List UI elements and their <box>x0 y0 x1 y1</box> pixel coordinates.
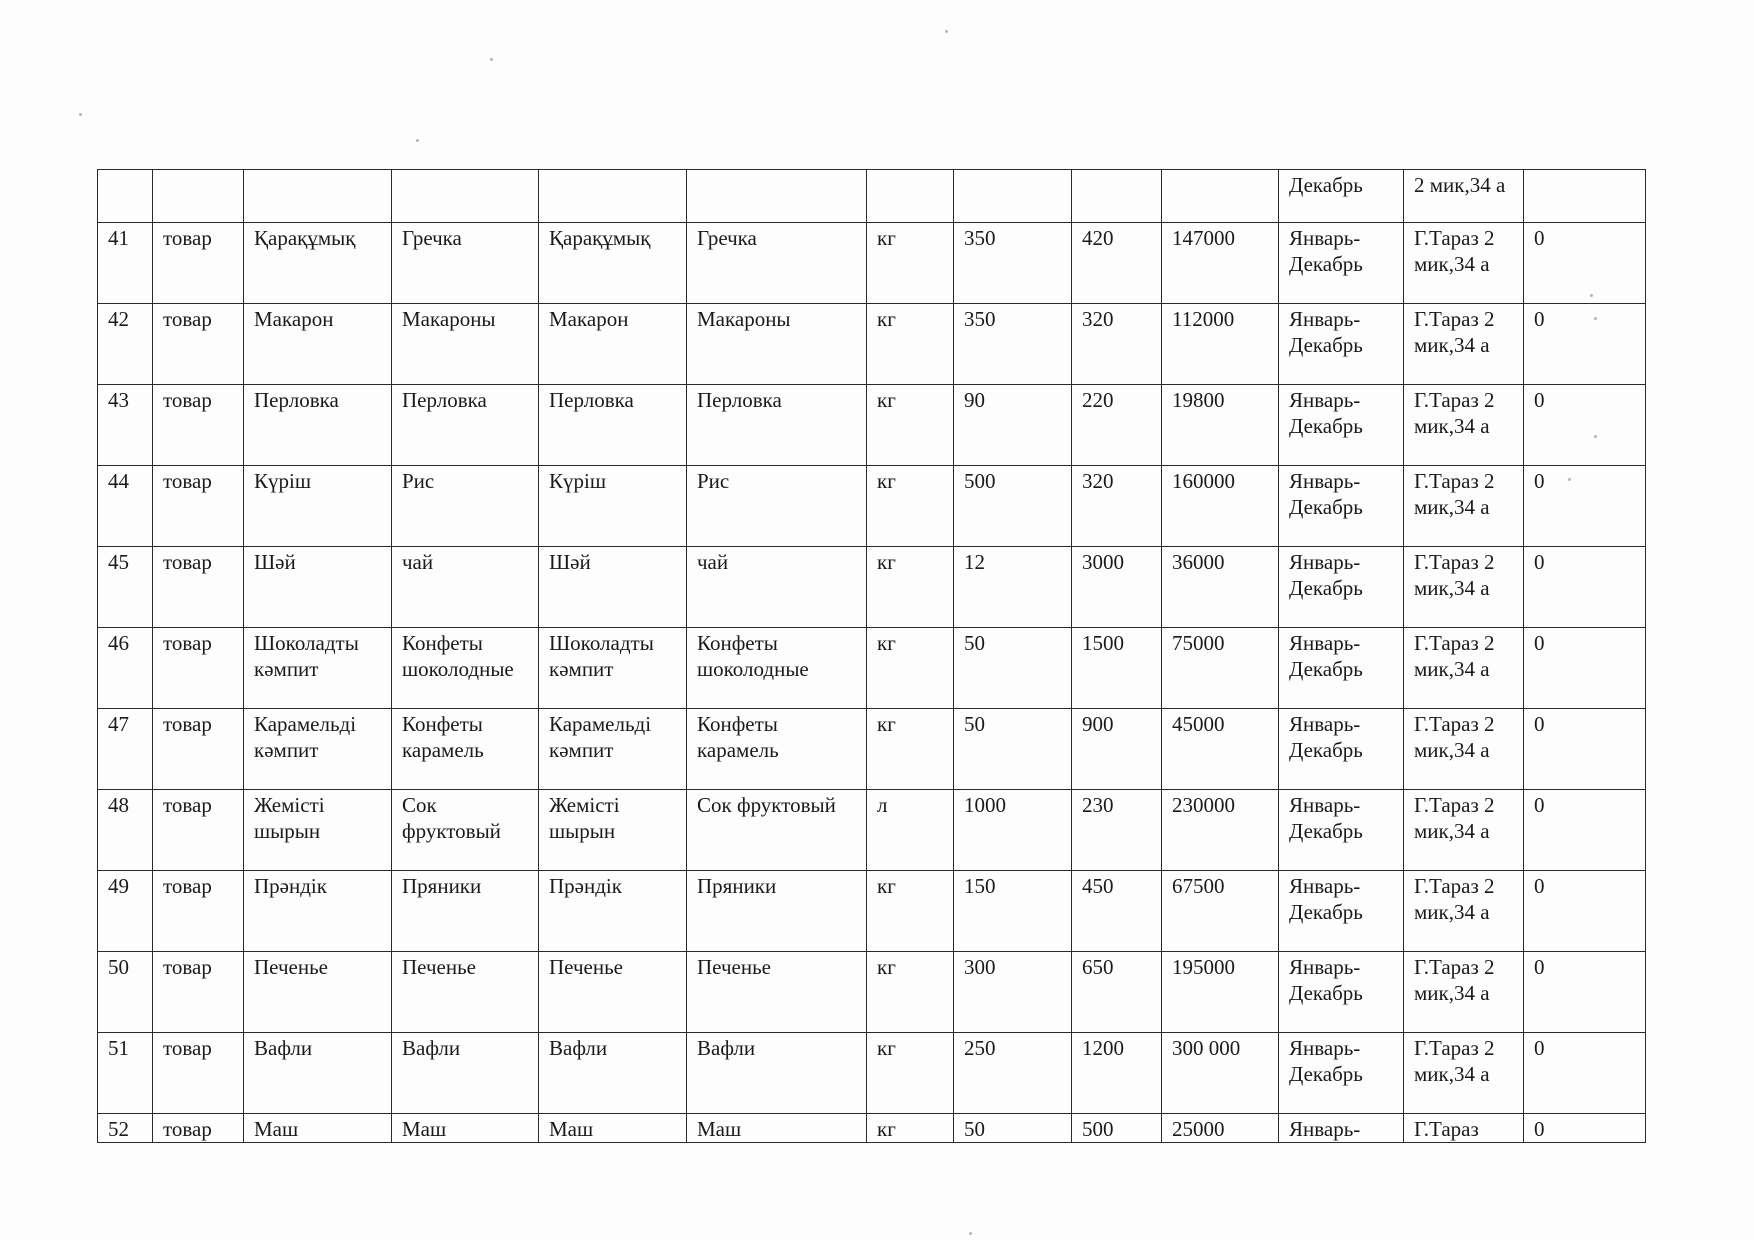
cell-price: 500 <box>1072 1114 1162 1143</box>
cell-period: Январь-Декабрь <box>1279 385 1404 466</box>
table-row <box>98 871 1646 952</box>
cell-type: товар <box>153 709 244 790</box>
cell-qty: 50 <box>954 628 1072 709</box>
cell-spec-ru: Пряники <box>687 871 867 952</box>
cell-unit: кг <box>867 547 954 628</box>
cell-spec-ru: Сок фруктовый <box>687 790 867 871</box>
cell-num: 47 <box>98 709 153 790</box>
cell-place: Г.Тараз 2 мик,34 а <box>1404 709 1524 790</box>
cell-unit: кг <box>867 223 954 304</box>
cell-price: 900 <box>1072 709 1162 790</box>
cell-price: 1200 <box>1072 1033 1162 1114</box>
cell-name-ru: Гречка <box>392 223 539 304</box>
cell-spec-ru <box>687 170 867 223</box>
cell-name-ru: Перловка <box>392 385 539 466</box>
cell-type: товар <box>153 466 244 547</box>
cell-name-ru: Макароны <box>392 304 539 385</box>
cell-price: 320 <box>1072 466 1162 547</box>
scan-speck <box>79 113 82 116</box>
cell-type: товар <box>153 385 244 466</box>
cell-sum: 300 000 <box>1162 1033 1279 1114</box>
cell-unit: кг <box>867 871 954 952</box>
cell-unit: кг <box>867 628 954 709</box>
table-body <box>98 170 1646 1143</box>
cell-qty: 350 <box>954 223 1072 304</box>
cell-place: Г.Тараз 2 мик,34 а <box>1404 466 1524 547</box>
cell-name-kz: Күріш <box>244 466 392 547</box>
cell-spec-ru: Конфеты карамель <box>687 709 867 790</box>
cell-unit: кг <box>867 466 954 547</box>
cell-advance: 0 <box>1524 1033 1646 1114</box>
cell-num: 43 <box>98 385 153 466</box>
cell-sum: 19800 <box>1162 385 1279 466</box>
cell-num: 44 <box>98 466 153 547</box>
cell-unit <box>867 170 954 223</box>
cell-period: Январь-Декабрь <box>1279 466 1404 547</box>
cell-name-kz: Жемісті шырын <box>244 790 392 871</box>
cell-sum: 25000 <box>1162 1114 1279 1143</box>
cell-type: товар <box>153 1033 244 1114</box>
cell-qty: 500 <box>954 466 1072 547</box>
scan-speck <box>490 58 493 61</box>
table-row <box>98 1114 1646 1143</box>
cell-spec-kz: Перловка <box>539 385 687 466</box>
cell-name-kz: Шоколадты кәмпит <box>244 628 392 709</box>
cell-price: 230 <box>1072 790 1162 871</box>
cell-period: Январь-Декабрь <box>1279 709 1404 790</box>
cell-num: 49 <box>98 871 153 952</box>
cell-sum: 75000 <box>1162 628 1279 709</box>
cell-num: 52 <box>98 1114 153 1143</box>
cell-qty: 50 <box>954 709 1072 790</box>
cell-place: Г.Тараз 2 мик,34 а <box>1404 1033 1524 1114</box>
cell-spec-kz: Шоколадты кәмпит <box>539 628 687 709</box>
cell-spec-kz: Печенье <box>539 952 687 1033</box>
cell-advance: 0 <box>1524 304 1646 385</box>
cell-sum <box>1162 170 1279 223</box>
cell-type <box>153 170 244 223</box>
cell-spec-ru: Рис <box>687 466 867 547</box>
cell-price: 650 <box>1072 952 1162 1033</box>
cell-spec-kz: Шәй <box>539 547 687 628</box>
cell-spec-kz: Прәндік <box>539 871 687 952</box>
cell-name-ru: Вафли <box>392 1033 539 1114</box>
cell-spec-ru: Макароны <box>687 304 867 385</box>
cell-price: 220 <box>1072 385 1162 466</box>
cell-unit: кг <box>867 1033 954 1114</box>
cell-place: Г.Тараз 2 мик,34 а <box>1404 304 1524 385</box>
cell-num: 50 <box>98 952 153 1033</box>
cell-sum: 230000 <box>1162 790 1279 871</box>
cell-name-ru: Печенье <box>392 952 539 1033</box>
cell-spec-ru: Перловка <box>687 385 867 466</box>
cell-period: Декабрь <box>1279 170 1404 223</box>
cell-unit: кг <box>867 952 954 1033</box>
cell-advance: 0 <box>1524 223 1646 304</box>
scan-speck <box>969 1232 972 1235</box>
cell-name-ru: Пряники <box>392 871 539 952</box>
cell-period: Январь-Декабрь <box>1279 871 1404 952</box>
cell-advance: 0 <box>1524 871 1646 952</box>
table-row <box>98 547 1646 628</box>
scan-speck <box>945 30 948 33</box>
cell-sum: 36000 <box>1162 547 1279 628</box>
cell-place: Г.Тараз 2 мик,34 а <box>1404 871 1524 952</box>
cell-spec-kz <box>539 170 687 223</box>
cell-period: Январь-Декабрь <box>1279 1033 1404 1114</box>
cell-place: 2 мик,34 а <box>1404 170 1524 223</box>
cell-advance: 0 <box>1524 466 1646 547</box>
procurement-table <box>97 169 1646 1143</box>
cell-name-kz: Вафли <box>244 1033 392 1114</box>
cell-place: Г.Тараз 2 мик,34 а <box>1404 790 1524 871</box>
cell-name-kz: Прәндік <box>244 871 392 952</box>
cell-num: 42 <box>98 304 153 385</box>
cell-advance: 0 <box>1524 790 1646 871</box>
cell-name-ru: Конфеты шоколодные <box>392 628 539 709</box>
cell-price <box>1072 170 1162 223</box>
cell-spec-kz: Карамельді кәмпит <box>539 709 687 790</box>
cell-name-ru: Рис <box>392 466 539 547</box>
table-row <box>98 790 1646 871</box>
cell-spec-kz: Макарон <box>539 304 687 385</box>
cell-period: Январь-Декабрь <box>1279 223 1404 304</box>
cell-type: товар <box>153 547 244 628</box>
cell-name-ru: Маш <box>392 1114 539 1143</box>
table-row <box>98 385 1646 466</box>
cell-place: Г.Тараз 2 мик,34 а <box>1404 385 1524 466</box>
cell-period: Январь-Декабрь <box>1279 790 1404 871</box>
cell-type: товар <box>153 304 244 385</box>
cell-spec-kz: Жемісті шырын <box>539 790 687 871</box>
cell-place: Г.Тараз 2 мик,34 а <box>1404 547 1524 628</box>
cell-advance: 0 <box>1524 709 1646 790</box>
cell-price: 320 <box>1072 304 1162 385</box>
cell-sum: 195000 <box>1162 952 1279 1033</box>
cell-unit: кг <box>867 385 954 466</box>
cell-unit: л <box>867 790 954 871</box>
cell-qty: 50 <box>954 1114 1072 1143</box>
cell-period: Январь-Декабрь <box>1279 304 1404 385</box>
cell-spec-kz: Вафли <box>539 1033 687 1114</box>
cell-num <box>98 170 153 223</box>
cell-num: 41 <box>98 223 153 304</box>
cell-qty: 350 <box>954 304 1072 385</box>
cell-sum: 112000 <box>1162 304 1279 385</box>
cell-place: Г.Тараз 2 мик,34 а <box>1404 223 1524 304</box>
cell-unit: кг <box>867 304 954 385</box>
table-row <box>98 223 1646 304</box>
cell-advance: 0 <box>1524 952 1646 1033</box>
cell-type: товар <box>153 871 244 952</box>
cell-qty: 90 <box>954 385 1072 466</box>
cell-price: 450 <box>1072 871 1162 952</box>
cell-unit: кг <box>867 709 954 790</box>
cell-qty: 150 <box>954 871 1072 952</box>
cell-qty <box>954 170 1072 223</box>
cell-place: Г.Тараз <box>1404 1114 1524 1143</box>
cell-spec-kz: Маш <box>539 1114 687 1143</box>
table-row <box>98 170 1646 223</box>
cell-unit: кг <box>867 1114 954 1143</box>
cell-spec-kz: Қарақұмық <box>539 223 687 304</box>
cell-spec-ru: Маш <box>687 1114 867 1143</box>
cell-period: Январь-Декабрь <box>1279 547 1404 628</box>
cell-advance: 0 <box>1524 1114 1646 1143</box>
cell-qty: 250 <box>954 1033 1072 1114</box>
cell-type: товар <box>153 790 244 871</box>
cell-name-kz: Карамельді кәмпит <box>244 709 392 790</box>
cell-type: товар <box>153 628 244 709</box>
cell-num: 48 <box>98 790 153 871</box>
cell-qty: 1000 <box>954 790 1072 871</box>
cell-advance: 0 <box>1524 547 1646 628</box>
cell-name-kz: Печенье <box>244 952 392 1033</box>
cell-price: 3000 <box>1072 547 1162 628</box>
cell-spec-ru: Вафли <box>687 1033 867 1114</box>
cell-name-kz: Шәй <box>244 547 392 628</box>
cell-name-ru <box>392 170 539 223</box>
cell-name-kz: Макарон <box>244 304 392 385</box>
table-row <box>98 304 1646 385</box>
table-row <box>98 1033 1646 1114</box>
table-row <box>98 709 1646 790</box>
cell-name-kz: Маш <box>244 1114 392 1143</box>
cell-spec-ru: чай <box>687 547 867 628</box>
cell-advance: 0 <box>1524 628 1646 709</box>
cell-sum: 147000 <box>1162 223 1279 304</box>
cell-qty: 12 <box>954 547 1072 628</box>
cell-sum: 160000 <box>1162 466 1279 547</box>
cell-num: 51 <box>98 1033 153 1114</box>
cell-qty: 300 <box>954 952 1072 1033</box>
cell-spec-kz: Күріш <box>539 466 687 547</box>
cell-period: Январь-Декабрь <box>1279 628 1404 709</box>
cell-name-kz: Перловка <box>244 385 392 466</box>
scan-speck <box>416 139 419 142</box>
cell-price: 1500 <box>1072 628 1162 709</box>
cell-sum: 45000 <box>1162 709 1279 790</box>
cell-num: 46 <box>98 628 153 709</box>
cell-type: товар <box>153 1114 244 1143</box>
table-row <box>98 628 1646 709</box>
cell-name-ru: чай <box>392 547 539 628</box>
cell-type: товар <box>153 952 244 1033</box>
cell-period: Январь- <box>1279 1114 1404 1143</box>
cell-spec-ru: Гречка <box>687 223 867 304</box>
cell-place: Г.Тараз 2 мик,34 а <box>1404 952 1524 1033</box>
cell-price: 420 <box>1072 223 1162 304</box>
cell-name-kz: Қарақұмық <box>244 223 392 304</box>
cell-sum: 67500 <box>1162 871 1279 952</box>
cell-num: 45 <box>98 547 153 628</box>
cell-advance: 0 <box>1524 385 1646 466</box>
cell-spec-ru: Печенье <box>687 952 867 1033</box>
cell-place: Г.Тараз 2 мик,34 а <box>1404 628 1524 709</box>
cell-type: товар <box>153 223 244 304</box>
cell-advance <box>1524 170 1646 223</box>
cell-name-ru: Сок фруктовый <box>392 790 539 871</box>
cell-spec-ru: Конфеты шоколодные <box>687 628 867 709</box>
table-row <box>98 952 1646 1033</box>
table-row <box>98 466 1646 547</box>
cell-period: Январь-Декабрь <box>1279 952 1404 1033</box>
cell-name-kz <box>244 170 392 223</box>
cell-name-ru: Конфеты карамель <box>392 709 539 790</box>
